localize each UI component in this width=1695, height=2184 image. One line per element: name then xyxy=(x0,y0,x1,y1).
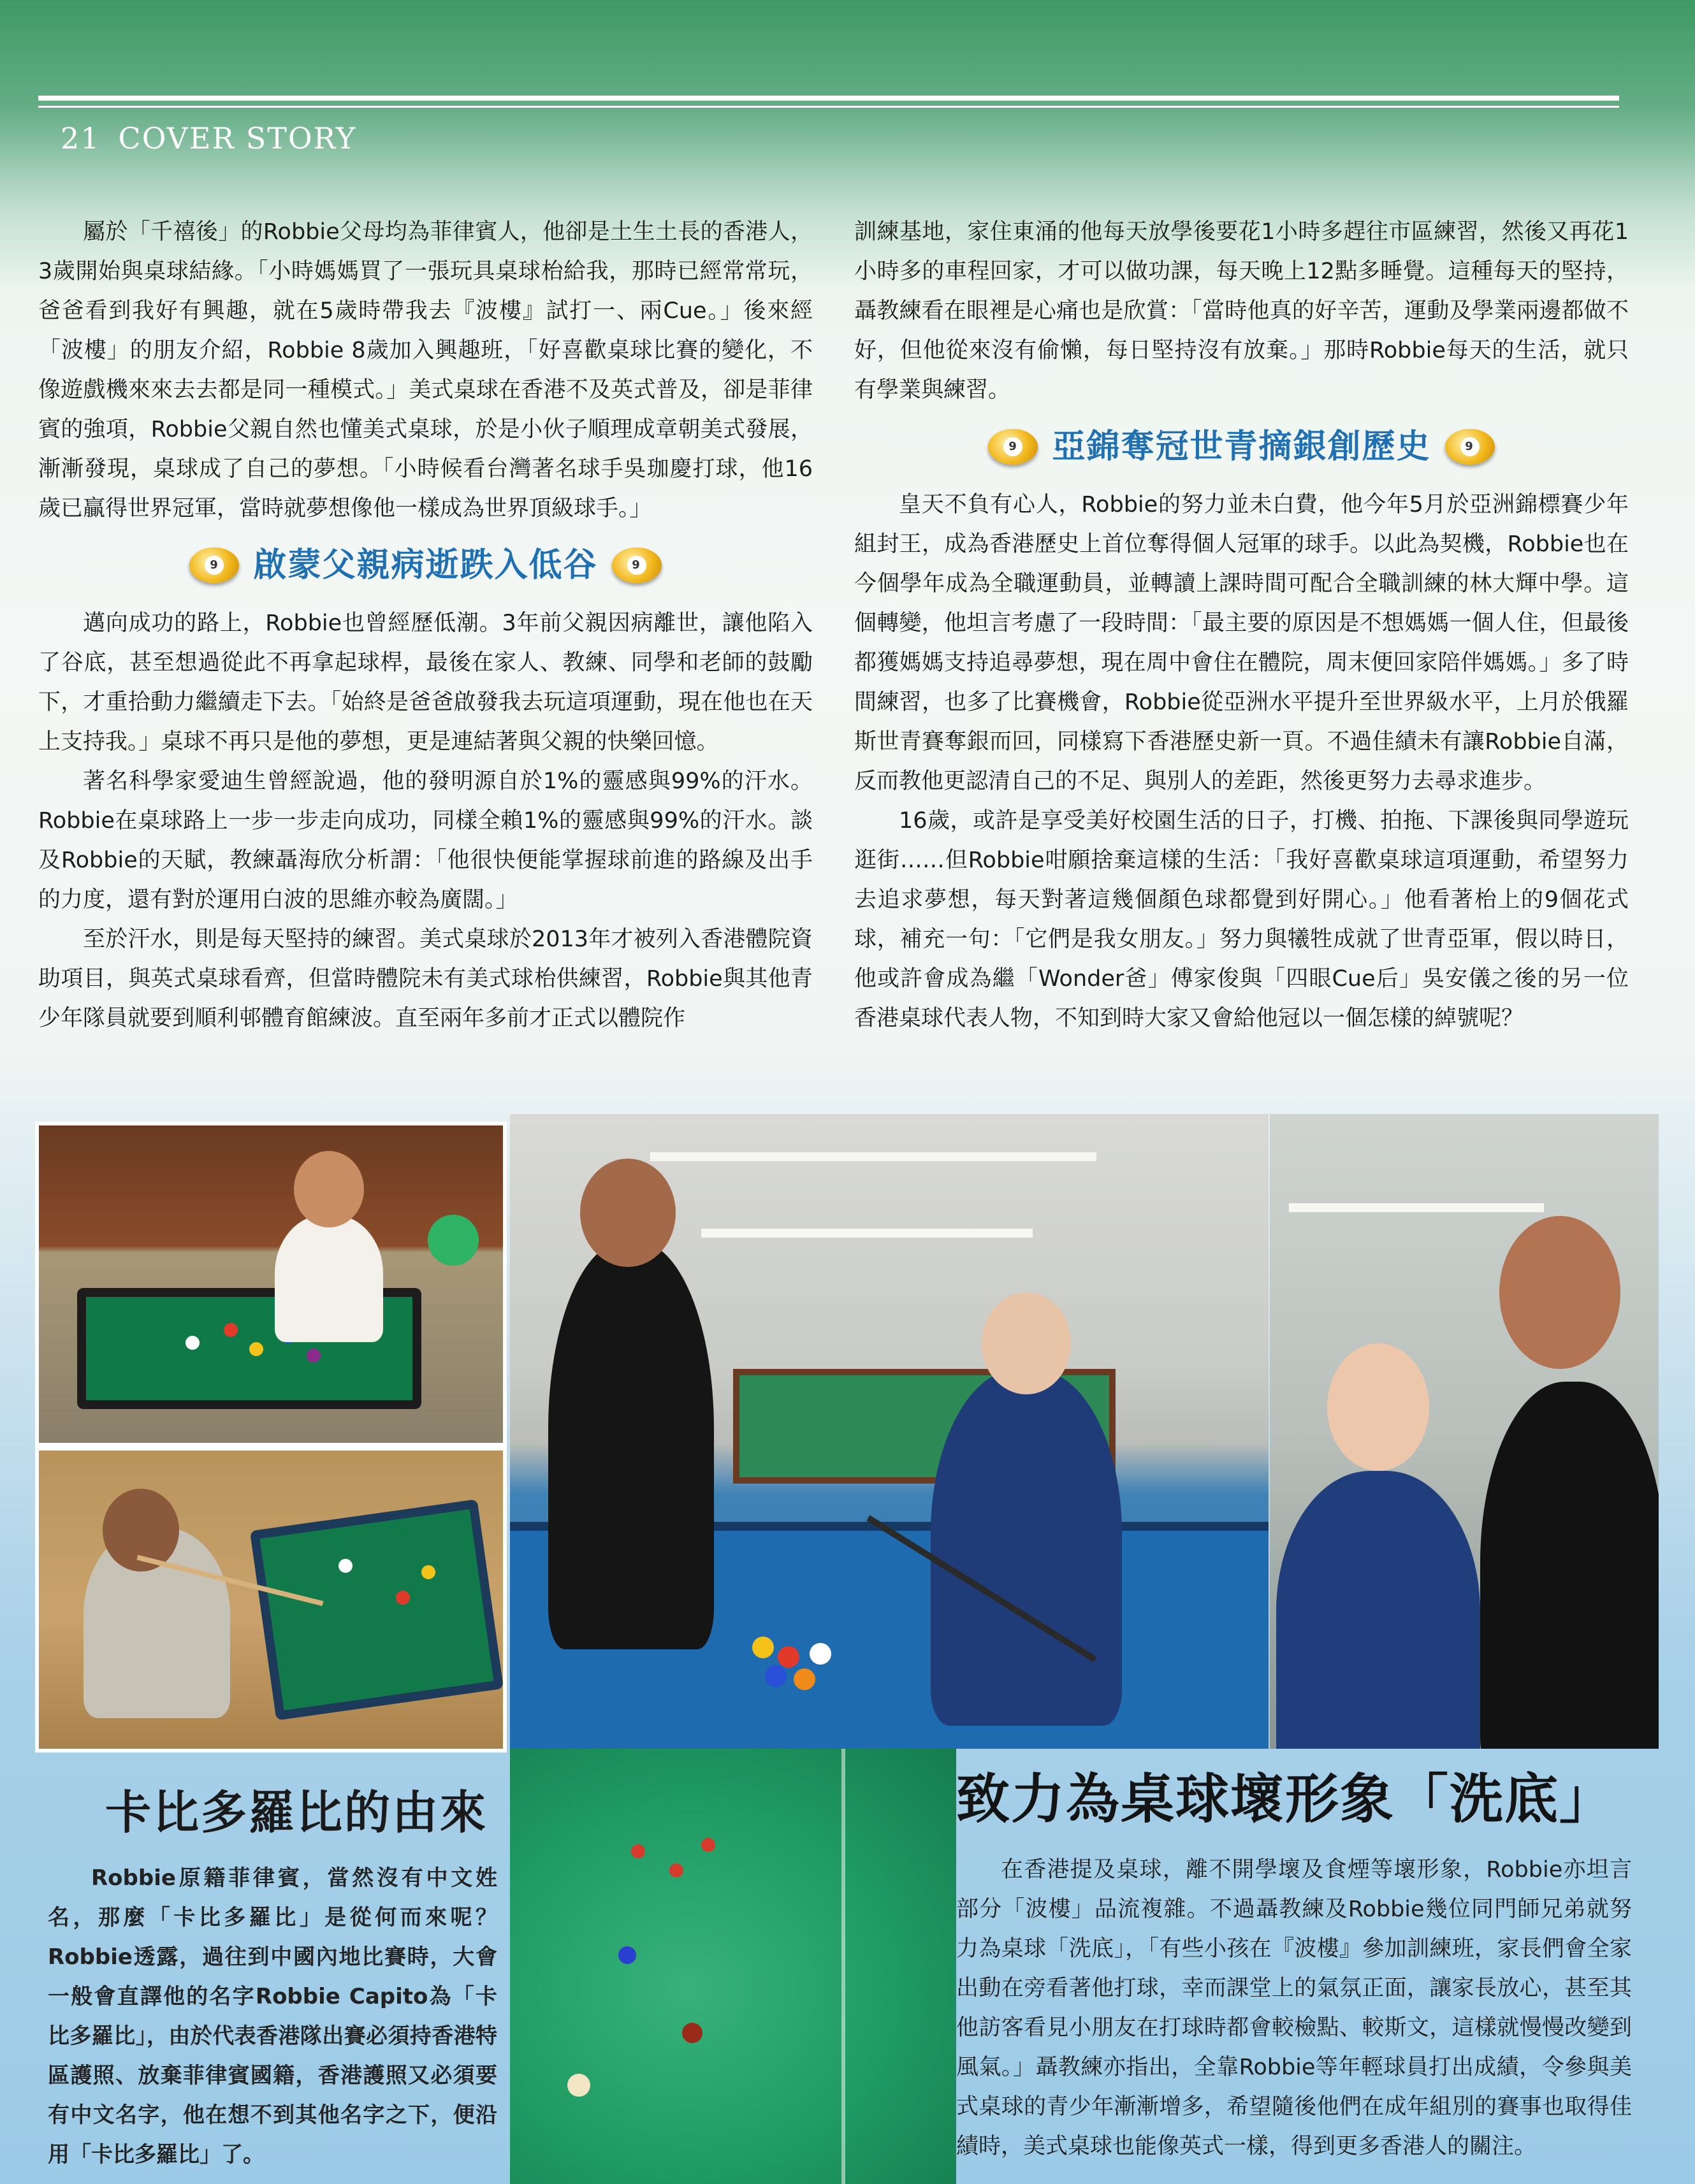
ceiling-lamp xyxy=(701,1229,1033,1238)
ball xyxy=(765,1665,787,1687)
player-head xyxy=(580,1159,676,1267)
paragraph: 著名科學家愛迪生曾經說過，他的發明源自於1%的靈感與99%的汗水。Robbie在桌球路上一步一步走向成功，同樣全賴1%的靈感與99%的汗水。談及Robbie的天賦，教練聶海欣分析謂：「他很快便能掌握球前進的路線及出手的力度，還有對於運用白波的思維亦較為廣闊。」 xyxy=(38,769,813,913)
ball xyxy=(249,1342,263,1356)
table-line xyxy=(841,1749,845,2184)
coach-head xyxy=(1327,1343,1429,1471)
bottom-article xyxy=(956,1756,1657,2166)
subheading-text: 啟蒙父親病逝跌入低谷 xyxy=(253,546,598,584)
photo-toddler-with-cue xyxy=(35,1447,507,1753)
photo-child-toy-table xyxy=(35,1122,507,1447)
paragraph: 至於汗水，則是每天堅持的練習。美式桌球於2013年才被列入香港體院資助項目，與英式桌球看齊，但當時體院未有美式球枱供練習，Robbie與其他青少年隊員就要到順利邨體育館練波。直至兩年多前才正式以體院作 xyxy=(38,927,813,1031)
paragraph: 訓練基地，家住東涌的他每天放學後要花1小時多趕往市區練習，然後又再花1小時多的車程回家，才可以做功課，每天晚上12點多睡覺。這種每天的堅持，聶教練看在眼裡是心痛也是欣賞：「當時他真的好辛苦，運動及學業兩邊都做不好，但他從來沒有偷懶，每日堅持沒有放棄。」那時Robbie每天的生活，就只有學業與練習。 xyxy=(854,219,1629,403)
bottom-article-body: 在香港提及桌球，離不開學壞及食煙等壞形象，Robbie亦坦言部分「波樓」品流複雜。不過聶教練及Robbie幾位同門師兄弟就努力為桌球「洗底」，「有些小孩在『波樓』參加訓練班，家長們會全家出動在旁看著他打球，幸而課堂上的氣氛正面，讓家長放心，甚至其他訪客看見小朋友在打球時都會較檢點、較斯文，這樣就慢慢改變到風氣。」聶教練亦指出，全靠Robbie等年輕球員打出成績，令參與美式桌球的青少年漸漸增多，希望隨後他們在成年組別的賽事也取得佳績時，美式桌球也能像英式一樣，得到更多香港人的關注。 xyxy=(956,1857,1632,2159)
right-column xyxy=(854,212,1629,1038)
ceiling-lamp xyxy=(650,1152,1096,1161)
ball xyxy=(186,1336,200,1350)
header-rule xyxy=(38,96,1619,101)
coach-figure xyxy=(931,1369,1122,1726)
player-figure xyxy=(548,1241,714,1649)
toy-pool-table xyxy=(250,1499,504,1720)
ball xyxy=(307,1349,321,1363)
ball xyxy=(794,1668,815,1690)
ceiling-lamp xyxy=(1289,1203,1544,1212)
bottom-article-title: 致力為桌球壞形象「洗底」 xyxy=(956,1768,1615,1830)
subheading xyxy=(38,532,813,598)
photo-training-scene xyxy=(510,1114,1269,1749)
ball xyxy=(631,1844,645,1858)
paragraph: 皇天不負有心人，Robbie的努力並未白費，他今年5月於亞洲錦標賽少年組封王，成為香港歷史上首位奪得個人冠軍的球手。以此為契機，Robbie也在今個學年成為全職運動員，並轉讀上課時間可配合全職訓練的林大輝中學。這個轉變，他坦言考慮了一段時間：「最主要的原因是不想媽媽一個人住，但最後都獲媽媽支持追尋夢想，現在周中會住在體院，周末便回家陪伴媽媽。」多了時間練習，也多了比賽機會，Robbie從亞洲水平提升至世界級水平，上月於俄羅斯世青賽奪銀而回，同樣寫下香港歷史新一頁。不過佳績未有讓Robbie自滿，反而教他更認清自己的不足、與別人的差距，然後更努力去尋求進步。 xyxy=(854,492,1629,794)
ball xyxy=(682,2023,702,2043)
sidebar-body: Robbie原籍菲律賓，當然沒有中文姓名，那麼「卡比多羅比」是從何而來呢？Robbie透露，過往到中國內地比賽時，大會一般會直譯他的名字Robbie Capito為「卡比多羅比」，由於代表香港隊出賽必須持香港特區護照、放棄菲律賓國籍，香港護照又必須要有中文名字，他在想不到其他名字之下，便沿用「卡比多羅比」了。 xyxy=(48,1865,497,2167)
ball xyxy=(338,1559,353,1573)
child-figure xyxy=(275,1215,383,1342)
ball xyxy=(618,1946,636,1964)
paragraph: 邁向成功的路上，Robbie也曾經歷低潮。3年前父親因病離世，讓他陷入了谷底，甚至想過從此不再拿起球桿，最後在家人、教練、同學和老師的鼓勵下，才重拾動力繼續走下去。「始終是爸爸啟發我去玩這項運動，現在他也在天上支持我。」桌球不再只是他的夢想，更是連結著與父親的快樂回憶。 xyxy=(38,611,813,755)
player-figure xyxy=(1480,1382,1659,1749)
green-ball-toy xyxy=(428,1215,479,1266)
subheading-text: 亞錦奪冠世青摘銀創歷史 xyxy=(1052,428,1431,466)
header-rule-thin xyxy=(38,106,1619,108)
nine-ball-icon: 9 xyxy=(1445,429,1495,465)
ball xyxy=(778,1646,799,1668)
coach-head xyxy=(982,1292,1071,1394)
player-head xyxy=(1499,1216,1620,1369)
photo-coach-and-player xyxy=(1270,1114,1659,1749)
ball xyxy=(701,1838,715,1852)
nine-ball-icon: 9 xyxy=(988,429,1038,465)
ball xyxy=(752,1637,774,1658)
left-column xyxy=(38,212,813,1038)
ball xyxy=(421,1565,435,1579)
ball xyxy=(396,1591,410,1605)
page-number: 21 xyxy=(61,121,101,155)
coach-figure xyxy=(1276,1471,1480,1749)
page-header xyxy=(61,121,356,155)
paragraph: 屬於「千禧後」的Robbie父母均為菲律賓人，他卻是土生土長的香港人，3歲開始與桌球結緣。「小時媽媽買了一張玩具桌球枱給我，那時已經常常玩，爸爸看到我好有興趣，就在5歲時帶我去『波樓』試打一、兩Cue。」後來經「波樓」的朋友介紹，Robbie 8歲加入興趣班，「好喜歡桌球比賽的變化，不像遊戲機來來去去都是同一種模式。」美式桌球在香港不及英式普及，卻是菲律賓的強項，Robbie父親自然也懂美式桌球，於是小伙子順理成章朝美式發展，漸漸發現，桌球成了自己的夢想。「小時候看台灣著名球手吳珈慶打球，他16歲已贏得世界冠軍，當時就夢想像他一樣成為世界頂級球手。」 xyxy=(38,219,813,521)
nine-ball-icon: 9 xyxy=(612,547,662,583)
ball xyxy=(669,1863,683,1877)
subheading xyxy=(854,414,1629,480)
nine-ball-icon: 9 xyxy=(189,547,239,583)
sidebar-title: 卡比多羅比的由來 xyxy=(105,1786,488,1839)
ball xyxy=(810,1643,831,1665)
section-title: COVER STORY xyxy=(118,121,357,155)
child-head xyxy=(294,1151,364,1227)
ball xyxy=(224,1323,238,1337)
photo-snooker-table-closeup xyxy=(510,1749,956,2184)
sidebar-box xyxy=(35,1756,510,2167)
paragraph: 16歲，或許是享受美好校園生活的日子，打機、拍拖、下課後與同學遊玩逛街……但Robbie咁願捨棄這樣的生活：「我好喜歡桌球這項運動，希望努力去追求夢想，每天對著這幾個顏色球都覺到好開心。」他看著枱上的9個花式球，補充一句：「它們是我女朋友。」努力與犧牲成就了世青亞軍，假以時日，他或許會成為繼「Wonder爸」傅家俊與「四眼Cue后」吳安儀之後的另一位香港桌球代表人物，不知到時大家又會給他冠以一個怎樣的綽號呢？ xyxy=(854,808,1629,1031)
ball xyxy=(567,2074,590,2097)
